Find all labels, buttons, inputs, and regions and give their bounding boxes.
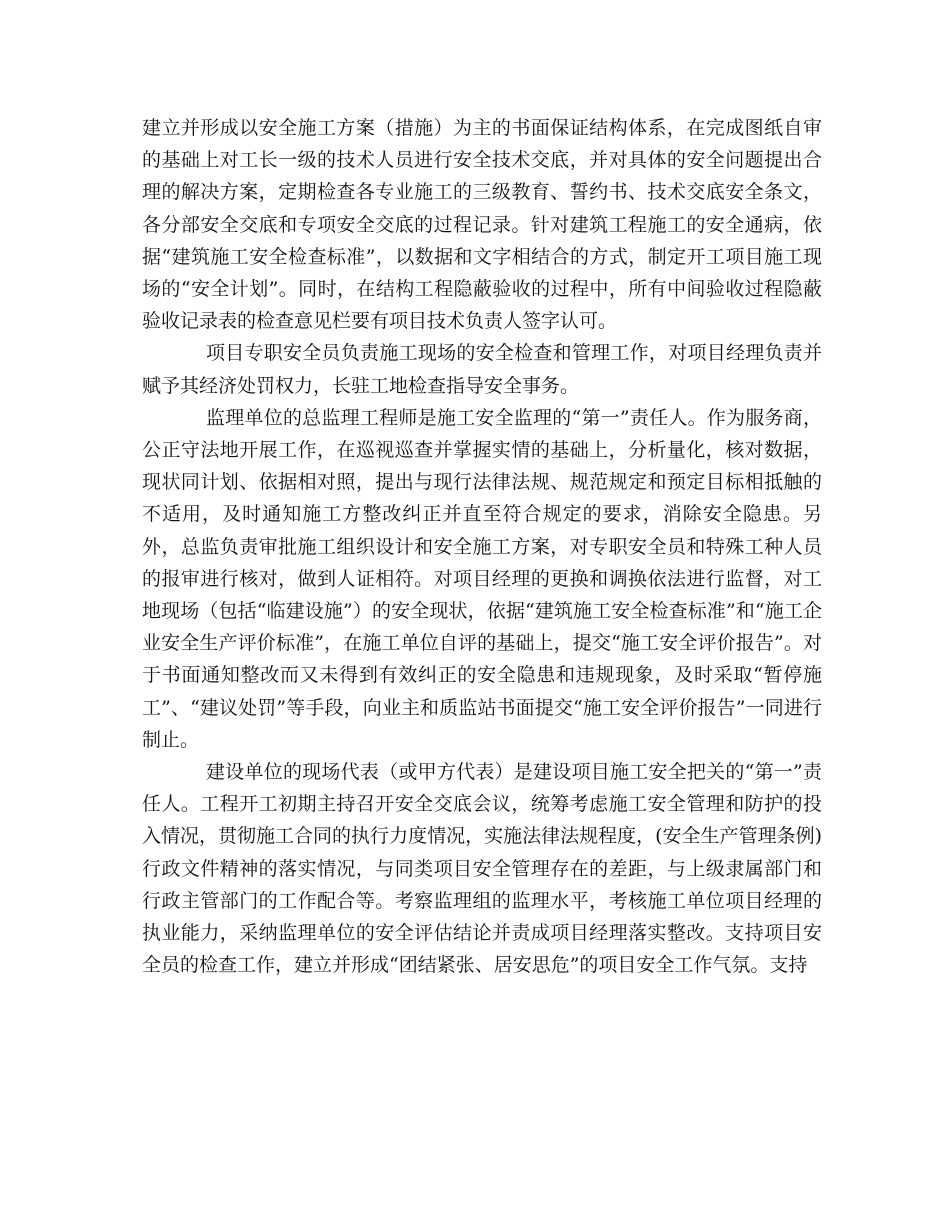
paragraph-chief-supervisor: 监理单位的总监理工程师是施工安全监理的“第一”责任人。作为服务商，公正守法地开展工作，在巡视巡查并掌握实情的基础上，分析量化，核对数据，现状同计划、依据相对照，提出与现行法律法规、规范规定和预定目标相抵触的不适用，及时通知施工方整改纠正并直至符合规定的要求，消除安全隐患。另外，总监负责审批施工组织设计和安全施工方案，对专职安全员和特殊工种人员的报审进行核对，做到人证相符。对项目经理的更换和调换依法进行监督，对工地现场（包括“临建设施”）的安全现状，依据“建筑施工安全检查标准”和“施工企业安全生产评价标准”，在施工单位自评的基础上，提交“施工安全评价报告”。对于书面通知整改而又未得到有效纠正的安全隐患和违规现象，及时采取“暂停施工”、“建议处罚”等手段，向业主和质监站书面提交“施工安全评价报告”一同进行制止。 bbox=[142, 406, 822, 751]
paragraph-safety-plan: 建立并形成以安全施工方案（措施）为主的书面保证结构体系，在完成图纸自审的基础上对工长一级的技术人员进行安全技术交底，并对具体的安全问题提出合理的解决方案，定期检查各专业施工的三级教育、誓约书、技术交底安全条文，各分部安全交底和专项安全交底的过程记录。针对建筑工程施工的安全通病，依据“建筑施工安全检查标准”，以数据和文字相结合的方式，制定开工项目施工现场的“安全计划”。同时，在结构工程隐蔽验收的过程中，所有中间验收过程隐蔽验收记录表的检查意见栏要有项目技术负责人签字认可。 bbox=[142, 117, 822, 333]
paragraph-owner-representative: 建设单位的现场代表（或甲方代表）是建设项目施工安全把关的“第一”责任人。工程开工初期主持召开安全交底会议，统筹考虑施工安全管理和防护的投入情况，贯彻施工合同的执行力度情况，实施法律法规程度，(安全生产管理条例)行政文件精神的落实情况，与同类项目安全管理存在的差距，与上级隶属部门和行政主管部门的工作配合等。考察监理组的监理水平，考核施工单位项目经理的执业能力，采纳监理单位的安全评估结论并责成项目经理落实整改。支持项目安全员的检查工作，建立并形成“团结紧张、居安思危”的项目安全工作气氛。支持 bbox=[142, 761, 822, 977]
paragraph-safety-officer: 项目专职安全员负责施工现场的安全检查和管理工作，对项目经理负责并赋予其经济处罚权力，长驻工地检查指导安全事务。 bbox=[142, 342, 822, 397]
document-body bbox=[142, 112, 822, 981]
